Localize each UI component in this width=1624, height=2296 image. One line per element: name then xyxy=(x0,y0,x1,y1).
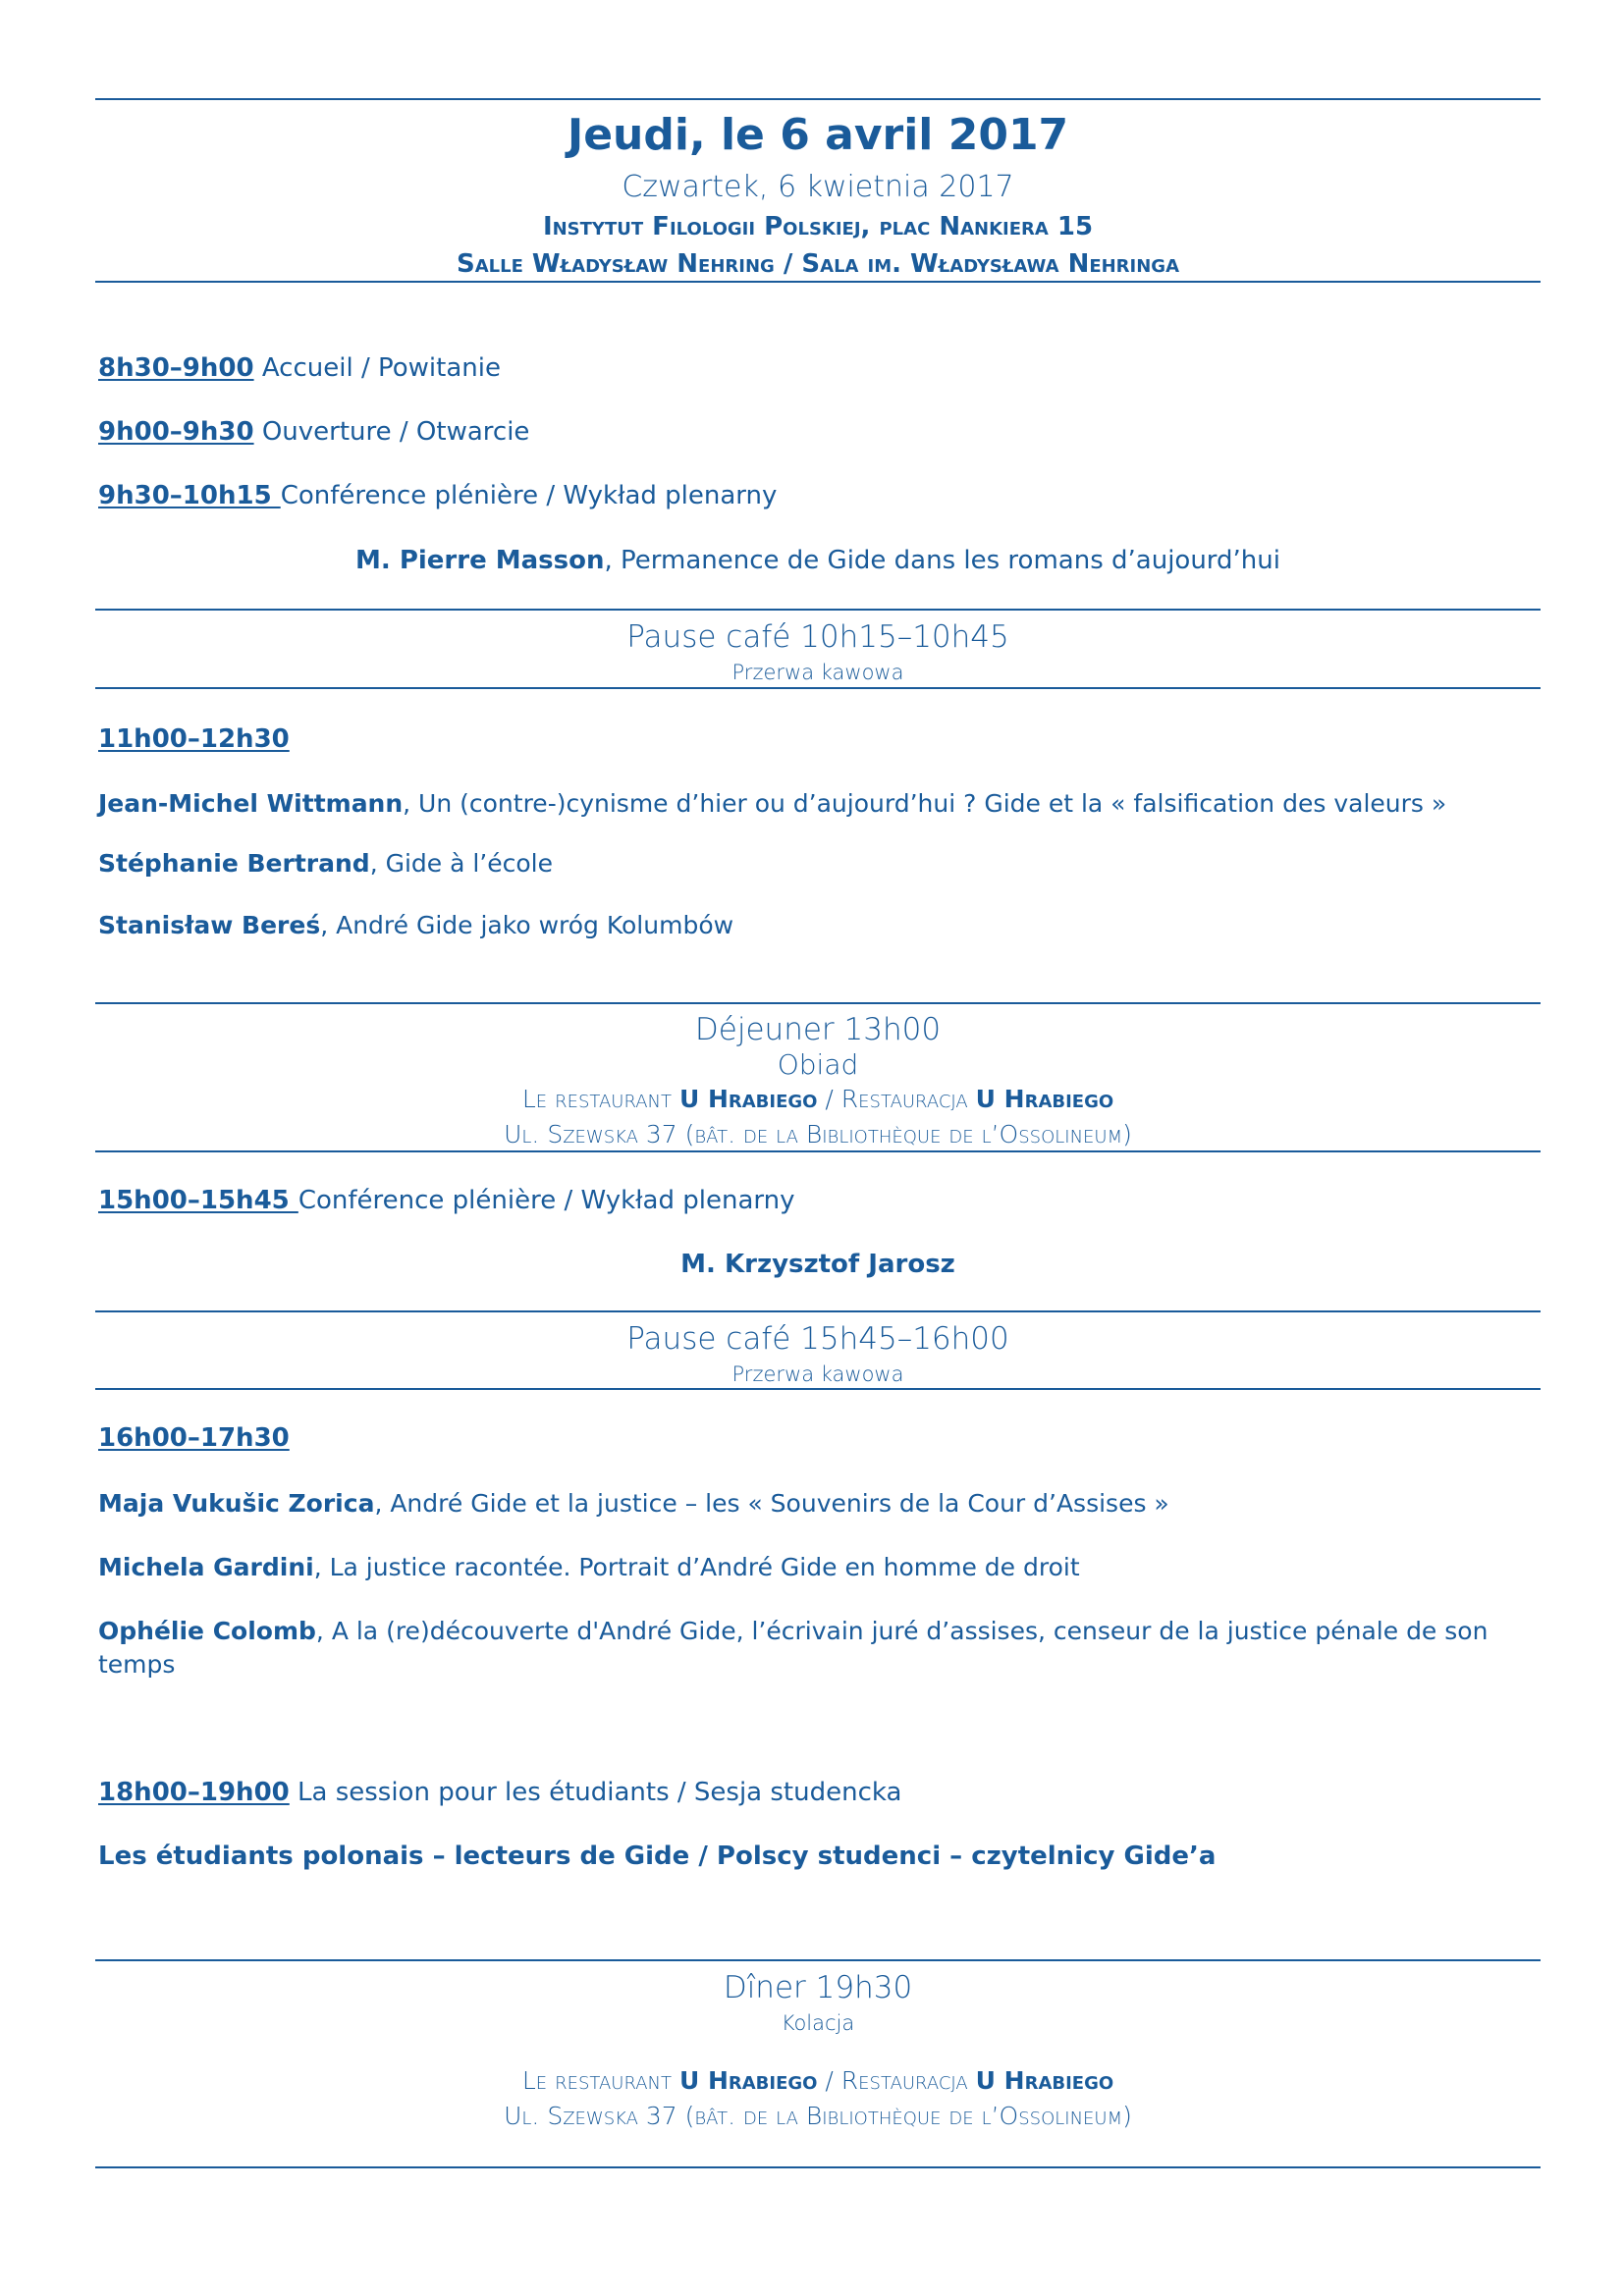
break-subtitle: Przerwa kawowa xyxy=(731,661,904,684)
room: Salle Władysław Nehring / Sala im. Władysława Nehringa xyxy=(456,249,1180,279)
time-slot: 9h00–9h30 xyxy=(98,417,254,447)
speaker-name: Stéphanie Bertrand xyxy=(98,849,370,878)
divider xyxy=(95,98,1541,100)
meal-title: Déjeuner 13h00 xyxy=(694,1012,942,1047)
venue: Instytut Filologii Polskiej, plac Nankiera 15 xyxy=(542,212,1094,241)
talk xyxy=(98,1551,1532,1584)
break-title: Pause café 15h45–16h00 xyxy=(626,1321,1009,1357)
time-slot: 16h00–17h30 xyxy=(98,1423,290,1453)
talk-title: , André Gide jako wróg Kolumbów xyxy=(320,911,734,939)
time-slot: 11h00–12h30 xyxy=(98,724,290,754)
speaker-name: Michela Gardini xyxy=(98,1553,314,1581)
divider xyxy=(95,1002,1541,1004)
divider xyxy=(95,1388,1541,1390)
restaurant-name: U Hrabiego xyxy=(678,1085,818,1113)
item-label: Ouverture / Otwarcie xyxy=(253,417,530,447)
schedule-item xyxy=(98,1186,1532,1215)
talk-title: , Gide à l’école xyxy=(369,849,554,878)
page-subtitle: Czwartek, 6 kwietnia 2017 xyxy=(622,170,1014,204)
divider xyxy=(95,1150,1541,1152)
talk-title: , A la (re)découverte d'André Gide, l’écrivain juré d’assises, censeur de la justice pénale de son temps xyxy=(98,1617,1489,1679)
schedule-item xyxy=(98,353,1532,383)
restaurant-label: / Restauracja xyxy=(817,2066,976,2095)
talk xyxy=(98,847,1532,881)
restaurant-address: Ul. Szewska 37 (bât. de la Bibliothèque de l’Ossolineum) xyxy=(504,2102,1132,2130)
item-label: La session pour les étudiants / Sesja studencka xyxy=(289,1778,902,1807)
speaker-name: Ophélie Colomb xyxy=(98,1617,316,1645)
divider xyxy=(95,687,1541,689)
meal-subtitle: Kolacja xyxy=(781,2011,855,2035)
talk-title: , André Gide et la justice – les « Souvenirs de la Cour d’Assises » xyxy=(374,1489,1169,1518)
break-title: Pause café 10h15–10h45 xyxy=(626,619,1009,655)
restaurant xyxy=(95,1084,1541,1115)
time-slot: 18h00–19h00 xyxy=(98,1778,290,1807)
talk xyxy=(98,1615,1532,1682)
speaker-name: Maja Vukušic Zorica xyxy=(98,1489,375,1518)
item-label: Accueil / Powitanie xyxy=(253,353,501,383)
time-slot: 15h00–15h45 xyxy=(98,1186,298,1215)
schedule-item xyxy=(98,417,1532,447)
schedule-item xyxy=(98,481,1532,510)
session-time xyxy=(98,724,1532,754)
item-label: Conférence plénière / Wykład plenarny xyxy=(280,481,778,510)
plenary-talk xyxy=(95,546,1541,575)
talk-title: , Permanence de Gide dans les romans d’aujourd’hui xyxy=(604,546,1280,575)
restaurant-name: U Hrabiego xyxy=(975,1085,1114,1113)
talk xyxy=(98,787,1532,821)
restaurant-name: U Hrabiego xyxy=(975,2066,1114,2095)
restaurant-label: Le restaurant xyxy=(521,2066,679,2095)
divider xyxy=(95,1959,1541,1961)
item-label: Conférence plénière / Wykład plenarny xyxy=(298,1186,795,1215)
restaurant-address: Ul. Szewska 37 (bât. de la Bibliothèque de l’Ossolineum) xyxy=(504,1120,1132,1148)
page-title: Jeudi, le 6 avril 2017 xyxy=(567,110,1069,160)
talk xyxy=(98,909,1532,942)
session-time xyxy=(98,1423,1532,1453)
restaurant-name: U Hrabiego xyxy=(678,2066,818,2095)
speaker-name: Stanisław Bereś xyxy=(98,911,321,939)
meal-subtitle: Obiad xyxy=(777,1048,859,1081)
speaker-name: Jean-Michel Wittmann xyxy=(98,789,404,818)
speaker-name: M. Krzysztof Jarosz xyxy=(680,1250,955,1279)
break-subtitle: Przerwa kawowa xyxy=(731,1362,904,1386)
time-slot: 8h30–9h00 xyxy=(98,353,254,383)
talk-title: , Un (contre-)cynisme d’hier ou d’aujourd’hui ? Gide et la « falsification des valeurs » xyxy=(403,789,1447,818)
divider xyxy=(95,1310,1541,1312)
time-slot: 9h30–10h15 xyxy=(98,481,281,510)
divider xyxy=(95,2166,1541,2168)
divider xyxy=(95,281,1541,283)
session-title: Les étudiants polonais – lecteurs de Gide / Polscy studenci – czytelnicy Gide’a xyxy=(98,1842,1217,1871)
restaurant xyxy=(95,2065,1541,2097)
schedule-item xyxy=(98,1778,1532,1807)
talk xyxy=(98,1487,1532,1521)
restaurant-label: / Restauracja xyxy=(817,1085,976,1113)
speaker-name: M. Pierre Masson xyxy=(355,546,605,575)
restaurant-label: Le restaurant xyxy=(521,1085,679,1113)
meal-title: Dîner 19h30 xyxy=(723,1970,913,2005)
talk-title: , La justice racontée. Portrait d’André Gide en homme de droit xyxy=(313,1553,1080,1581)
divider xyxy=(95,609,1541,611)
